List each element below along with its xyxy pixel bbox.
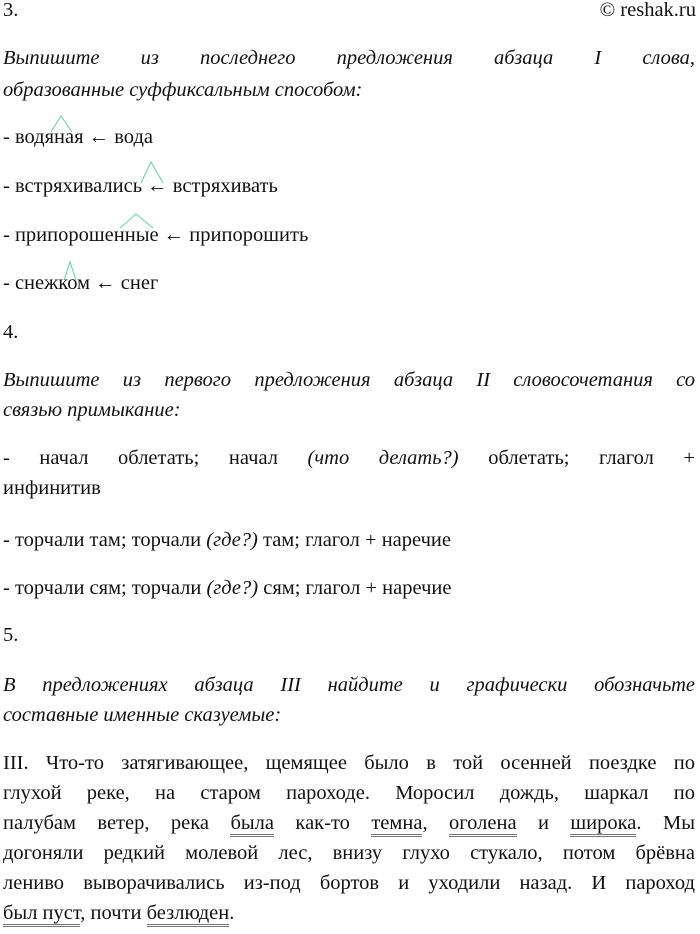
paragraph-line: лениво выворачивались из-под бортов и уходили назад. И пароход: [3, 872, 695, 894]
text: облетать; глагол +: [488, 447, 695, 469]
list-item: - снежком ← снег: [3, 272, 159, 294]
text: - торчали там; торчали: [3, 529, 207, 551]
predicate: была: [230, 812, 274, 837]
task-number: 4.: [3, 321, 19, 343]
task-question: Выпишите из последнего предложения абзаца I слова,: [3, 47, 695, 69]
text: , почти: [80, 902, 147, 924]
text: как-то: [274, 812, 372, 834]
paragraph-line: глухой реке, на старом пароходе. Моросил дождь, шаркал по: [3, 782, 695, 804]
task-question: образованные суффиксальным способом:: [3, 79, 363, 101]
predicate: был пуст: [3, 902, 80, 927]
paragraph-line: III. Что-то затягивающее, щемящее было в той осенней поездке по: [3, 752, 695, 774]
suffix-marks: [0, 0, 200, 300]
question: (что делать?): [307, 447, 459, 469]
task-question: В предложениях абзаца III найдите и графически обозначьте: [3, 674, 695, 696]
task-number: 5.: [3, 624, 19, 646]
task-number: 3.: [3, 0, 19, 21]
predicate: темна: [371, 812, 422, 837]
text: .: [229, 902, 235, 924]
suffix-mark: [51, 116, 72, 132]
list-item-cont: инфинитив: [3, 477, 101, 499]
predicate: оголена: [449, 812, 517, 837]
paragraph-line: [3, 811, 695, 835]
task-question: Выпишите из первого предложения абзаца II словосочетания со: [3, 369, 695, 391]
text: сям; глагол + наречие: [258, 577, 452, 599]
list-item: [3, 446, 695, 470]
task-question: составные именные сказуемые:: [3, 704, 282, 726]
task-question: связью примыкание:: [3, 399, 181, 421]
predicate: безлюден: [147, 902, 230, 927]
suffix-mark: [141, 162, 163, 183]
text: и: [516, 812, 571, 834]
suffix-mark: [120, 214, 153, 228]
list-item: - водяная ← вода: [3, 126, 153, 148]
list-item: [3, 576, 695, 600]
question: (где?): [206, 577, 259, 599]
text: ,: [422, 812, 450, 834]
question: (где?): [206, 529, 258, 551]
text: - торчали сям; торчали: [3, 577, 207, 599]
text: . Мы: [636, 812, 695, 834]
paragraph-line: [3, 901, 695, 925]
text: - начал облетать; начал: [3, 447, 278, 469]
suffix-mark: [64, 262, 76, 280]
list-item: [3, 528, 695, 552]
text: палубам ветер, река: [3, 812, 231, 834]
text: там; глагол + наречие: [257, 529, 452, 551]
predicate: широка: [570, 812, 636, 837]
copyright: © reshak.ru: [599, 0, 696, 21]
list-item: - припорошенные ← припорошить: [3, 224, 309, 246]
list-item: - встряхивались ← встряхивать: [3, 175, 278, 197]
paragraph-line: догоняли редкий молевой лес, внизу глухо стукало, потом брёвна: [3, 842, 695, 864]
